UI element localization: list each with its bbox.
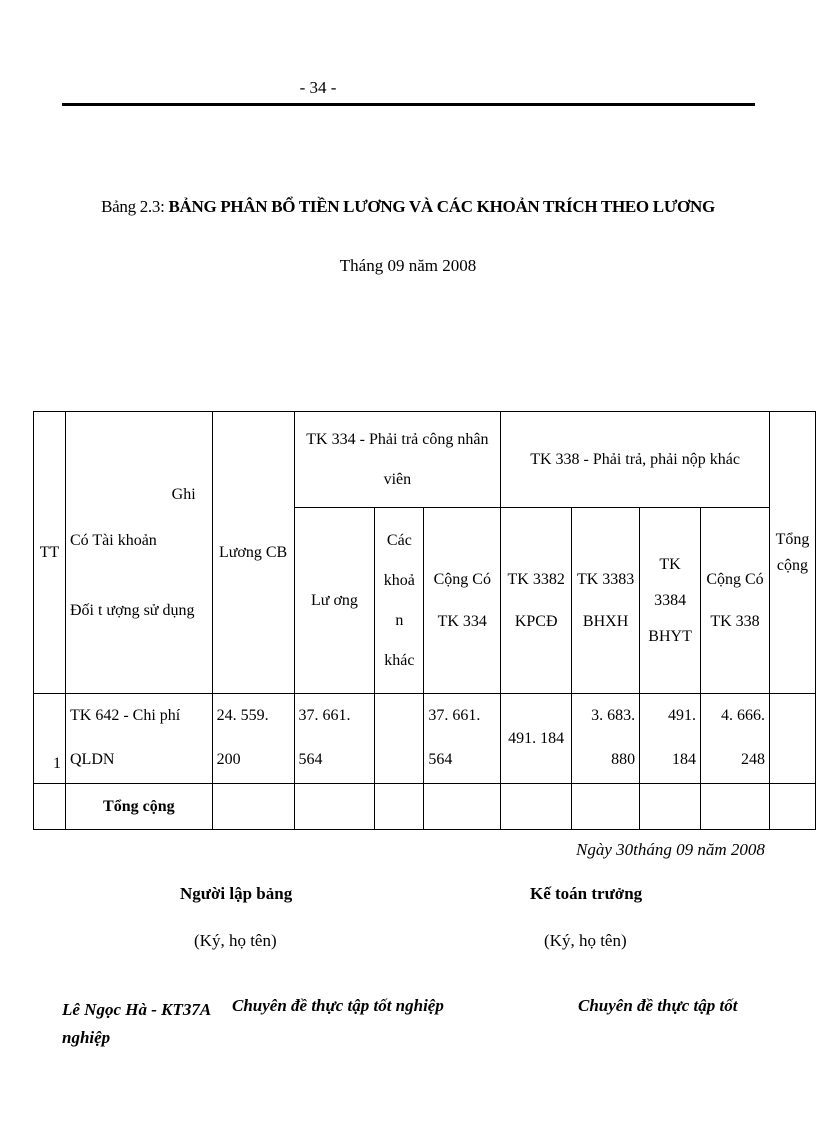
caption-title: BẢNG PHÂN BỔ TIỀN LƯƠNG VÀ CÁC KHOẢN TRÍCH THEO LƯƠNG bbox=[168, 197, 715, 216]
total-cell bbox=[294, 784, 375, 830]
table-row bbox=[34, 694, 816, 784]
total-cell bbox=[769, 784, 815, 830]
header-tk334-line2: viên bbox=[383, 470, 412, 488]
header-cong-co-338 bbox=[701, 508, 770, 694]
header-line: KPCĐ bbox=[514, 612, 558, 630]
caption-period: Tháng 09 năm 2008 bbox=[339, 256, 477, 275]
header-tt: TT bbox=[34, 412, 66, 694]
header-luong: Lư ơng bbox=[294, 508, 375, 694]
total-cell bbox=[640, 784, 701, 830]
value-line: 248 bbox=[740, 751, 765, 768]
header-tk3382 bbox=[501, 508, 572, 694]
value-line: 37. 661. bbox=[428, 707, 481, 724]
header-co-tai-khoan: Có Tài khoản bbox=[69, 531, 157, 549]
value-line: 184 bbox=[672, 751, 697, 768]
header-row-1 bbox=[34, 412, 816, 508]
header-account bbox=[65, 412, 212, 694]
total-cell bbox=[572, 784, 640, 830]
total-label: Tổng cộng bbox=[65, 784, 212, 830]
header-line: TK 3383 bbox=[576, 570, 635, 588]
total-cell bbox=[501, 784, 572, 830]
row-bhxh bbox=[572, 694, 640, 784]
value-line: 4. 666. bbox=[720, 707, 765, 724]
header-line: Cộng Có bbox=[433, 570, 491, 588]
value-line: 37. 661. bbox=[298, 707, 351, 724]
total-row bbox=[34, 784, 816, 830]
header-line: BHYT bbox=[648, 627, 692, 645]
value-line: 564 bbox=[298, 751, 323, 768]
row-tt: 1 bbox=[34, 694, 66, 784]
header-tong-cong bbox=[769, 412, 815, 694]
preparer-note: (Ký, họ tên) bbox=[194, 931, 277, 950]
row-bhyt bbox=[640, 694, 701, 784]
header-line: TK 334 bbox=[437, 612, 487, 630]
header-tk338: TK 338 - Phải trả, phải nộp khác bbox=[501, 412, 770, 508]
chief-accountant-note: (Ký, họ tên) bbox=[544, 931, 627, 950]
header-line: TK bbox=[659, 555, 681, 573]
allocation-table bbox=[33, 411, 816, 830]
header-ghi: Ghi bbox=[171, 485, 196, 503]
footer-right-text: Chuyên đề thực tập tốt bbox=[578, 996, 738, 1015]
chief-accountant-title: Kế toán trưởng bbox=[530, 884, 643, 903]
header-doi-tuong: Đối t ượng sử dụng bbox=[69, 601, 195, 619]
header-cac-khoan bbox=[375, 508, 424, 694]
row-name-line: TK 642 - Chi phí bbox=[69, 707, 181, 724]
row-luong-cb bbox=[212, 694, 294, 784]
footer-author: Lê Ngọc Hà - KT37A nghiệp bbox=[62, 1000, 211, 1047]
header-cong-co-334 bbox=[424, 508, 501, 694]
total-cell bbox=[424, 784, 501, 830]
header-cac-khoan-line: Các bbox=[386, 531, 412, 549]
row-account-name bbox=[65, 694, 212, 784]
header-cac-khoan-line: khoả bbox=[383, 571, 415, 589]
caption-prefix: Bảng 2.3: bbox=[101, 197, 169, 216]
value-line: 24. 559. bbox=[216, 707, 269, 724]
header-line: Cộng Có bbox=[706, 570, 764, 588]
header-cac-khoan-line: khác bbox=[384, 651, 415, 669]
header-line: 3384 bbox=[654, 591, 687, 609]
value-line: 491. bbox=[668, 707, 697, 724]
row-name-line: QLDN bbox=[69, 751, 115, 768]
header-rule bbox=[62, 103, 755, 106]
signature-date: Ngày 30tháng 09 năm 2008 bbox=[576, 840, 765, 859]
header-tk334-line1: TK 334 - Phải trả công nhân bbox=[306, 430, 489, 448]
total-cell bbox=[701, 784, 770, 830]
header-luong-cb: Lương CB bbox=[212, 412, 294, 694]
total-cell bbox=[212, 784, 294, 830]
row-tong bbox=[769, 694, 815, 784]
total-tt bbox=[34, 784, 66, 830]
row-cong-co-338 bbox=[701, 694, 770, 784]
header-tk334 bbox=[294, 412, 501, 508]
value-line: 3. 683. bbox=[591, 707, 636, 724]
value-line: 200 bbox=[216, 751, 241, 768]
page-number: - 34 - bbox=[299, 78, 337, 97]
footer-center-text: Chuyên đề thực tập tốt nghiệp bbox=[232, 996, 444, 1015]
value-line: 880 bbox=[611, 751, 636, 768]
total-cell bbox=[375, 784, 424, 830]
header-line: TK 3382 bbox=[507, 570, 565, 588]
row-cong-co-334 bbox=[424, 694, 501, 784]
value-line: 564 bbox=[428, 751, 453, 768]
header-tong-line1: Tổng bbox=[775, 530, 810, 548]
preparer-title: Người lập bảng bbox=[180, 884, 293, 903]
header-tk3383 bbox=[572, 508, 640, 694]
header-cac-khoan-line: n bbox=[395, 611, 404, 629]
row-luong bbox=[294, 694, 375, 784]
row-cac-khoan bbox=[375, 694, 424, 784]
header-tong-line2: cộng bbox=[776, 556, 809, 574]
table-caption bbox=[0, 197, 816, 217]
header-line: TK 338 bbox=[710, 612, 760, 630]
header-tk3384 bbox=[640, 508, 701, 694]
row-kpcd: 491. 184 bbox=[501, 694, 572, 784]
header-line: BHXH bbox=[582, 612, 629, 630]
